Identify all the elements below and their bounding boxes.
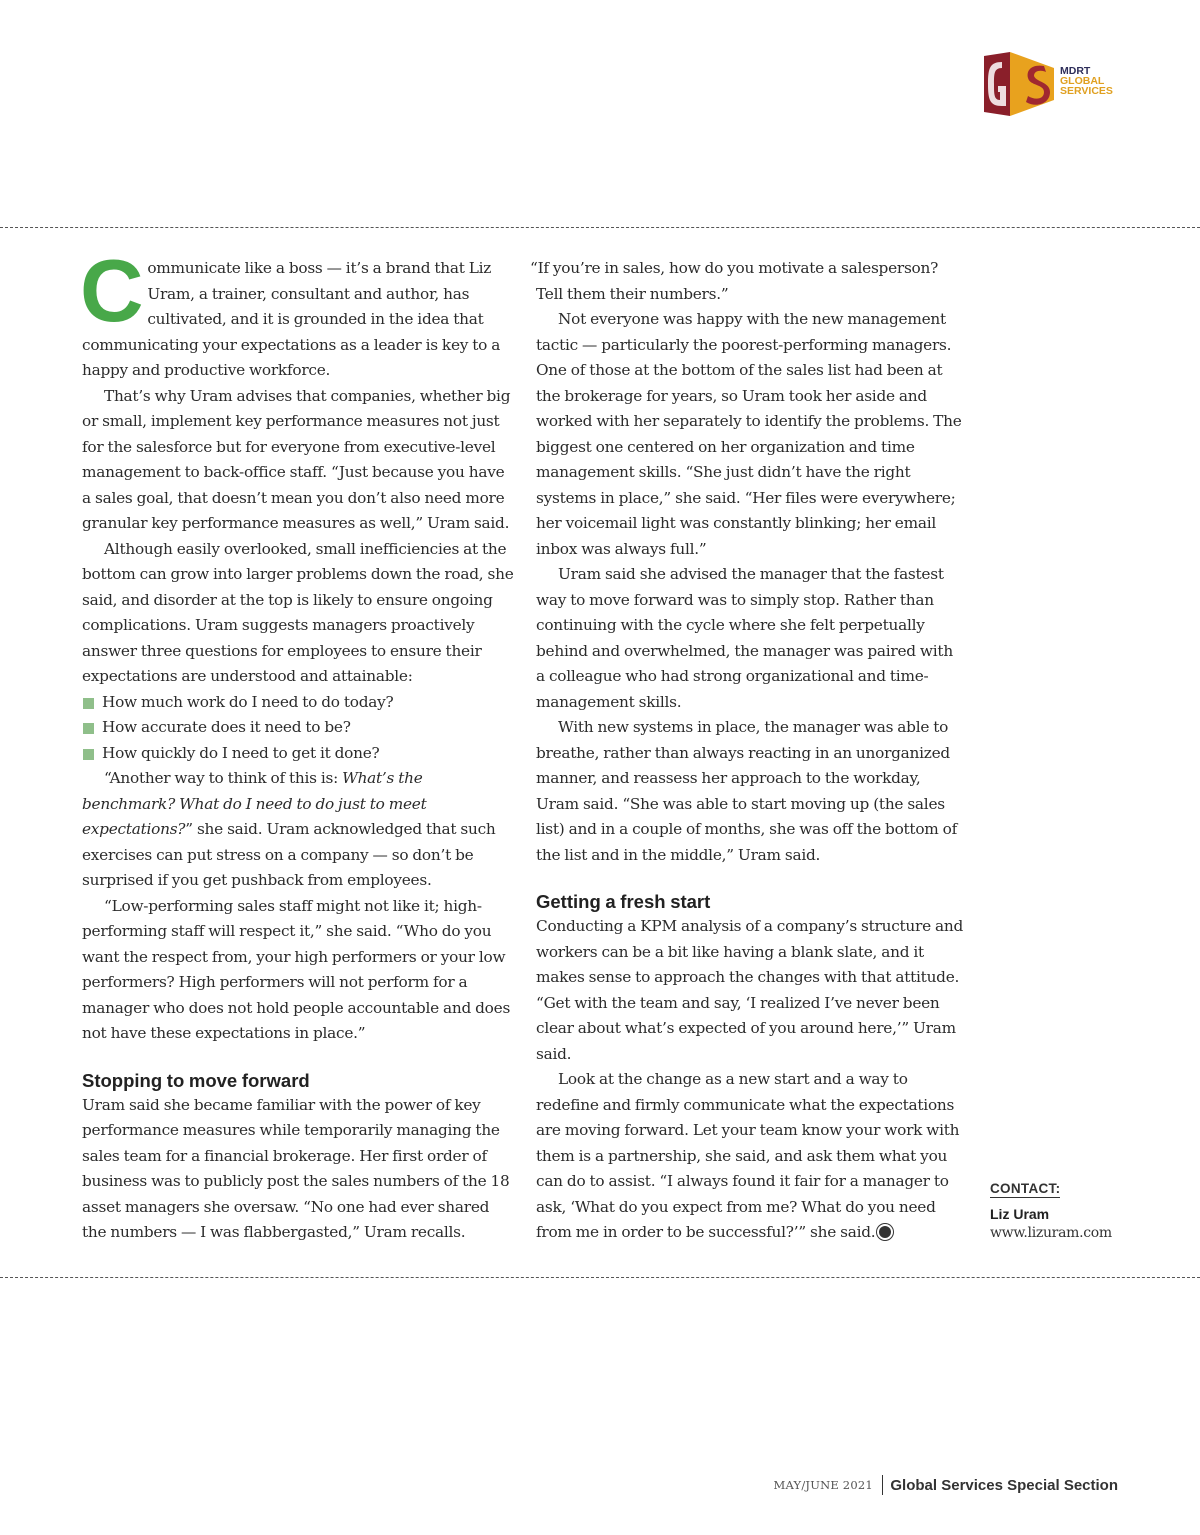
quote-start: “Another way to think of this is:: [104, 769, 343, 787]
top-dashed-divider: [0, 227, 1200, 228]
question-list: [82, 690, 515, 767]
section-heading: Getting a fresh start: [536, 891, 711, 912]
question-list-item: How much work do I need to do today?: [82, 690, 515, 716]
article-column-left: [80, 241, 515, 1246]
bottom-dashed-divider: [0, 1277, 1200, 1278]
body-paragraph: Not everyone was happy with the new management tactic — particularly the poorest-performing managers. One of those at the bottom of the sales list had been at the brokerage for years, so Uram took her aside and worked with her separately to identify the problems. The biggest one centered on her organization and time management skills. “She just didn’t have the right systems in place,” she said. “Her files were everywhere; her voicemail light was constantly blinking; her email inbox was always full.”: [536, 310, 962, 558]
quote-end: ” she said. Uram acknowledged that such exercises can put stress on a company — so don’t be surprised if you get pushback from employees.: [82, 820, 496, 889]
intro-paragraph: [80, 241, 515, 384]
body-paragraph: [536, 1067, 964, 1246]
contact-label: CONTACT:: [990, 1181, 1061, 1196]
body-paragraph: That’s why Uram advises that companies, whether big or small, implement key performance measures not just for the salesforce but for everyone from executive-level management to back-office staff. “Just because you have a sales goal, that doesn’t mean you don’t also need more granular key performance measures as well,” Uram said.: [82, 386, 511, 532]
logo-line-services: SERVICES: [1060, 85, 1113, 97]
section-title: Global Services Special Section: [890, 1476, 1118, 1494]
body-paragraph: “If you’re in sales, how do you motivate a salesperson? Tell them their numbers.”: [530, 259, 939, 303]
end-of-article-icon: [879, 1226, 891, 1238]
body-paragraph: [82, 766, 515, 894]
contact-name: Liz Uram: [990, 1206, 1050, 1222]
question-list-item: How accurate does it need to be?: [82, 715, 515, 741]
drop-cap: C: [80, 241, 144, 340]
contact-url[interactable]: www.lizuram.com: [990, 1225, 1112, 1241]
body-paragraph: Uram said she became familiar with the power of key performance measures while temporarily managing the sales team for a financial brokerage. Her first order of business was to publicly post the sales numbers of the 18 asset managers she oversaw. “No one had ever shared the numbers — I was flabbergasted,” Uram recalls.: [82, 1095, 510, 1241]
body-paragraph: Uram said she advised the manager that the fastest way to move forward was to simply stop. Rather than continuing with the cycle where she felt perpetually behind and overwhelmed, the manager was paired with a colleague who had strong organizational and time-management skills.: [536, 565, 953, 711]
body-paragraph: “Low-performing sales staff might not like it; high-performing staff will respect it,” she said. “Who do you want the respect from, your high performers or your low performers? High performers will not perform for a manager who does not hold people accountable and does not have these expectations in place.”: [82, 896, 511, 1042]
logo-line-mdrt: MDRT: [1060, 65, 1091, 77]
footer-divider: [882, 1475, 884, 1495]
body-paragraph: With new systems in place, the manager was able to breathe, rather than always reacting in an unorganized manner, and reassess her approach to the workday, Uram said. “She was able to start moving up (the sales list) and in a couple of months, she was off the bottom of the list and in the middle,” Uram said.: [536, 718, 958, 864]
logo-line-global: GLOBAL: [1060, 75, 1105, 87]
body-paragraph: Although easily overlooked, small inefficiencies at the bottom can grow into larger problems down the road, she said, and disorder at the top is likely to ensure ongoing complications. Uram suggests managers proactively answer three questions for employees to ensure their expectations are understood and attainable:: [82, 539, 514, 685]
logo-text: [1060, 66, 1113, 96]
question-list-item: How quickly do I need to get it done?: [82, 741, 515, 767]
closing-text: Look at the change as a new start and a way to redefine and firmly communicate what the expectations are moving forward. Let your team know your work with them is a partnership, she said, and ask them what you can do to assist. “I always found it fair for a manager to ask, ‘What do you expect from me? What do you need from me in order to be successful?’” she said.: [536, 1070, 960, 1241]
contact-box: [990, 1178, 1140, 1241]
section-heading: Stopping to move forward: [82, 1069, 310, 1091]
page-footer: [774, 1475, 1118, 1495]
body-paragraph: Conducting a KPM analysis of a company’s structure and workers can be a bit like having a blank slate, and it makes sense to approach the changes with that attitude. “Get with the team and say, ‘I realized I’ve never been clear about what’s expected of you around here,’” Uram said.: [536, 917, 964, 1063]
article-column-right: [530, 256, 964, 1246]
intro-text: ommunicate like a boss — it’s a brand that Liz Uram, a trainer, consultant and author, has cultivated, and it is grounded in the idea that communicating your expectations as a leader is key to a happy and productive workforce.: [82, 259, 501, 379]
quote-italic: What’s the benchmark? What do I need to do just to meet expectations?: [82, 769, 427, 838]
issue-date: MAY/JUNE 2021: [773, 1478, 873, 1492]
